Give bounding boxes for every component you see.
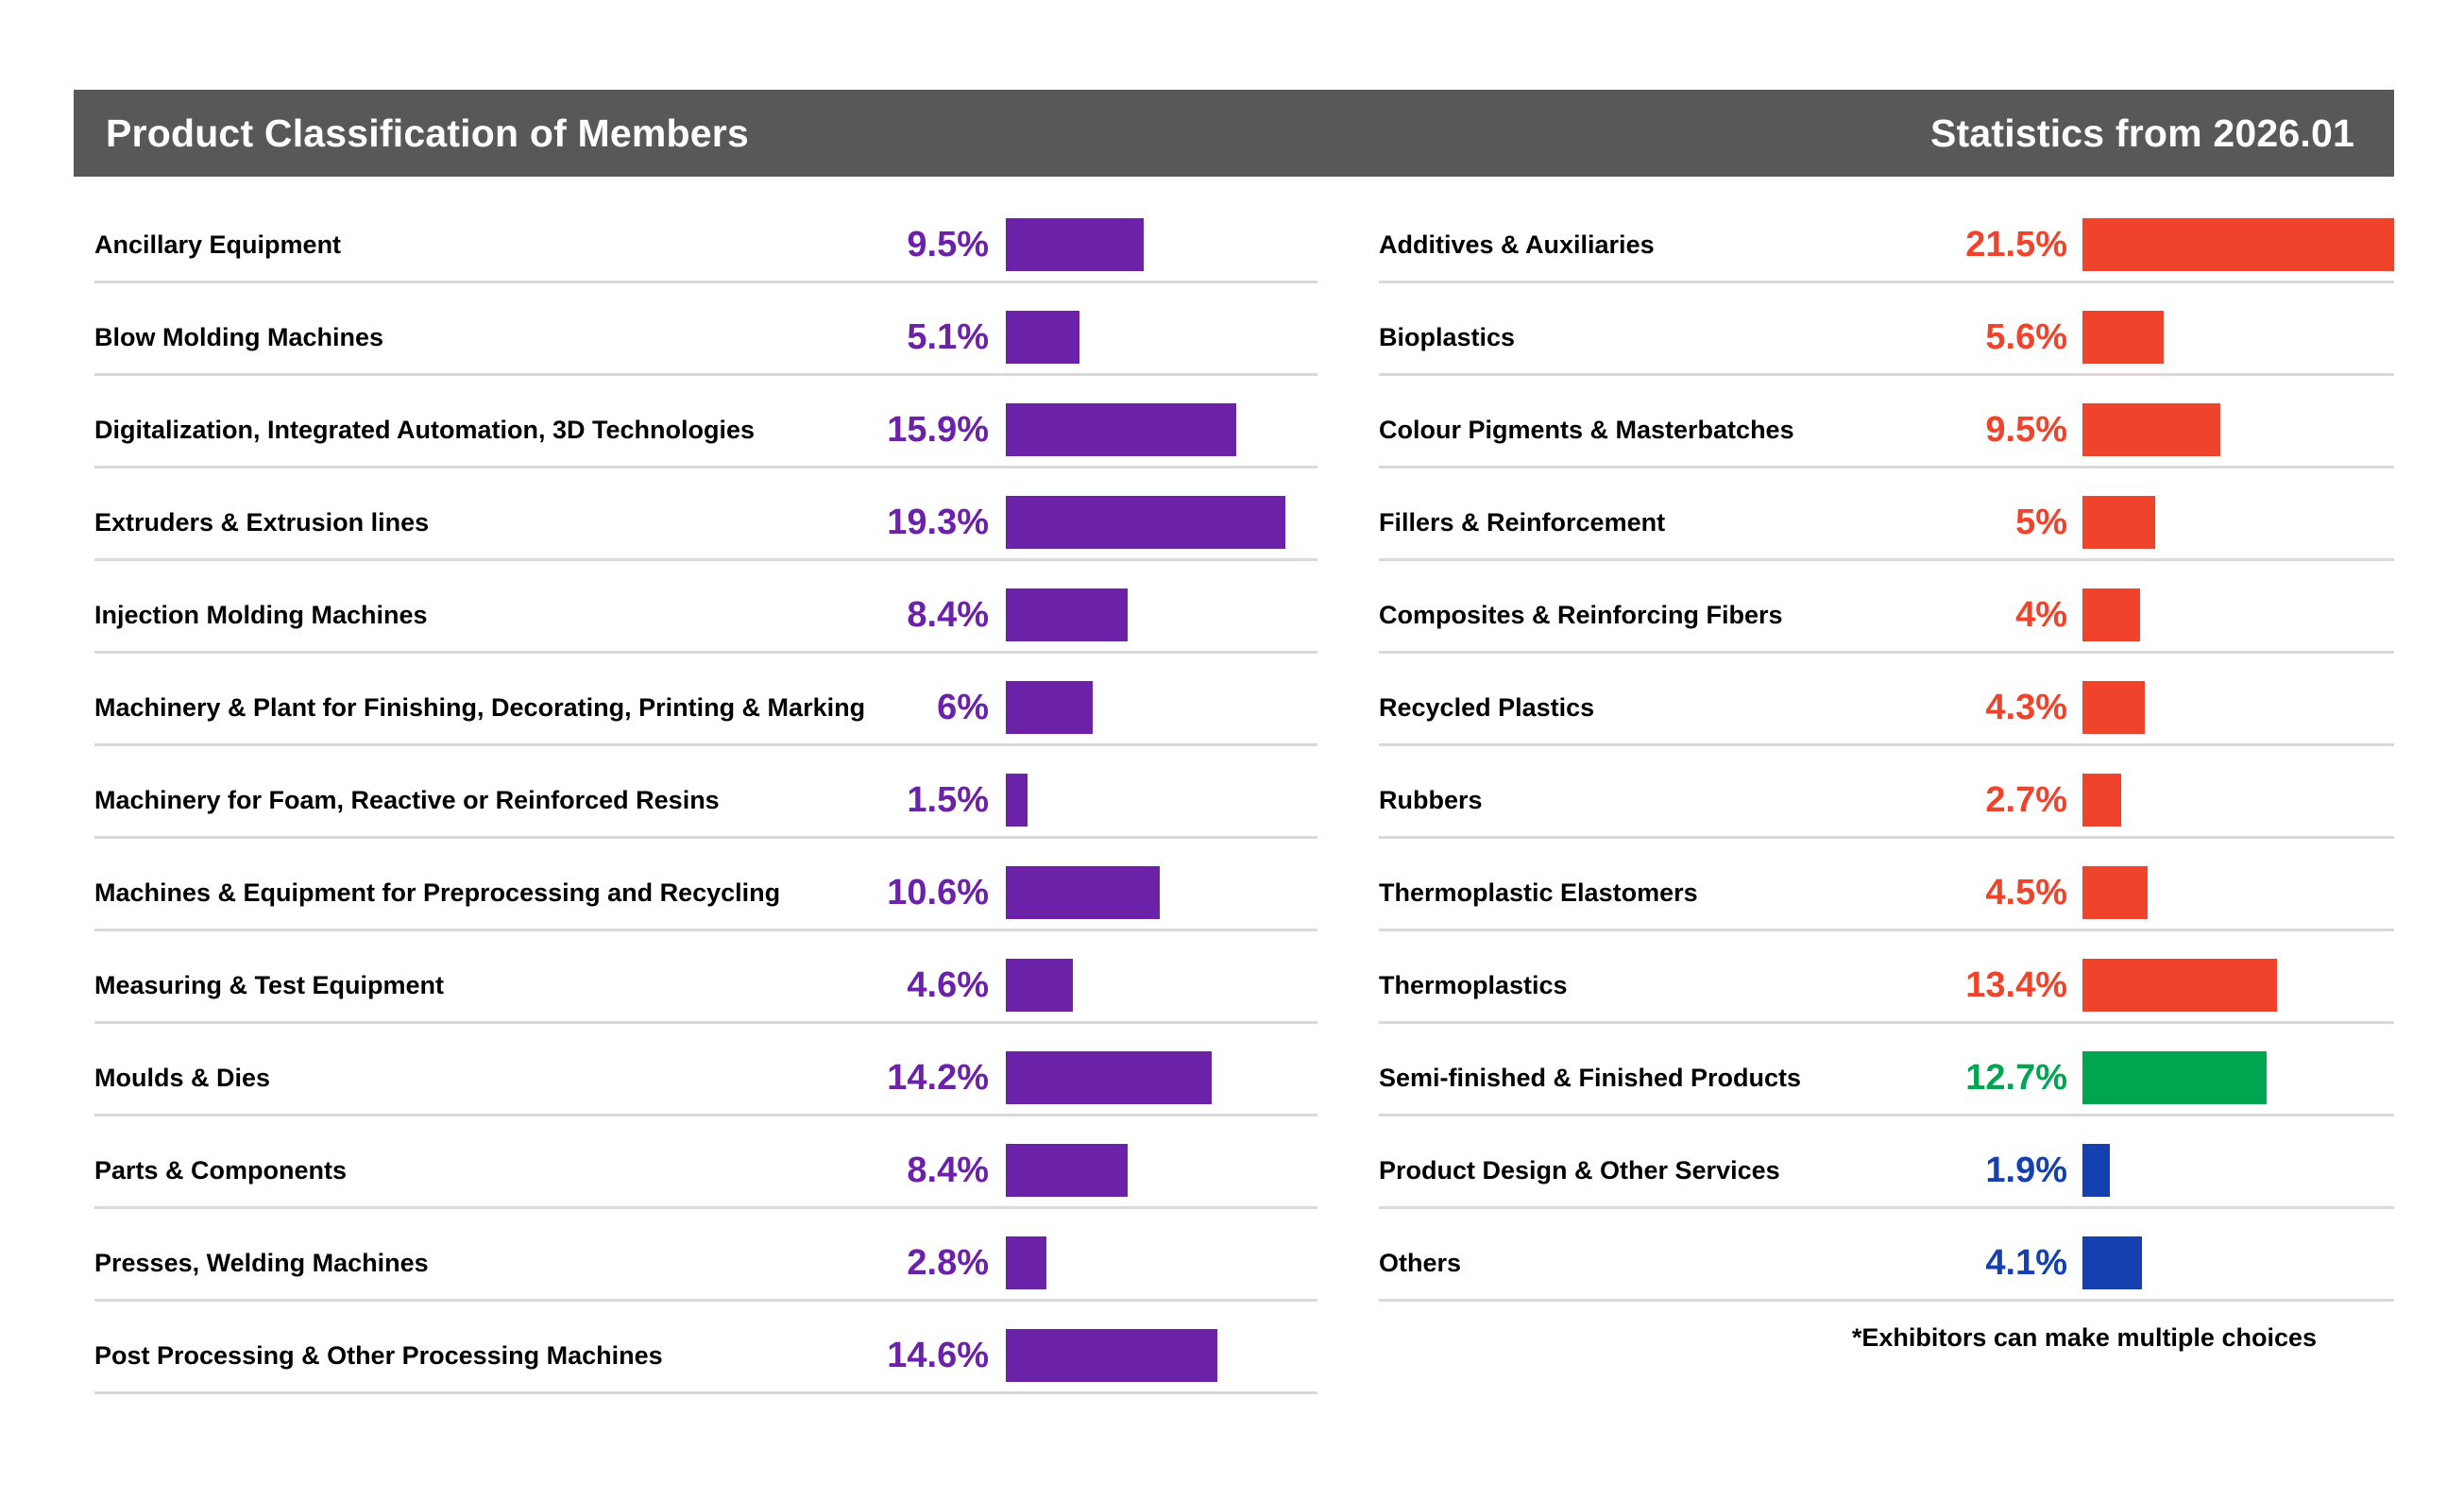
bar — [2082, 866, 2148, 919]
chart-row — [1379, 469, 2394, 561]
value-label: 1.5% — [907, 779, 989, 820]
value-label: 4.5% — [1985, 872, 2067, 912]
value-label: 2.8% — [907, 1242, 989, 1283]
category-label: Injection Molding Machines — [94, 600, 428, 629]
chart-row — [1379, 561, 2394, 654]
bar-track — [1006, 218, 1317, 271]
chart-row-content — [94, 1042, 1317, 1114]
category-label: Rubbers — [1379, 785, 1483, 814]
category-label: Thermoplastics — [1379, 970, 1568, 999]
category-label: Blow Molding Machines — [94, 322, 384, 351]
category-label: Ancillary Equipment — [94, 230, 342, 259]
bar-track — [1006, 311, 1317, 364]
chart-row — [1379, 283, 2394, 376]
chart-row — [94, 746, 1317, 839]
value-label: 9.5% — [907, 224, 989, 264]
chart-row-content — [94, 486, 1317, 558]
chart-row — [1379, 654, 2394, 746]
chart-row — [94, 1116, 1317, 1209]
chart-row — [1379, 191, 2394, 283]
bar — [2082, 959, 2277, 1012]
chart-row-content — [94, 949, 1317, 1021]
bar-track — [2082, 403, 2394, 456]
chart-row — [94, 654, 1317, 746]
category-label: Semi-finished & Finished Products — [1379, 1063, 1802, 1092]
bar-track — [2082, 681, 2394, 734]
chart-row-content — [1379, 579, 2394, 651]
category-label: Digitalization, Integrated Automation, 3D Technologies — [94, 415, 756, 444]
value-label: 4.3% — [1985, 687, 2067, 727]
bar-track — [2082, 1144, 2394, 1197]
value-label: 15.9% — [887, 409, 989, 450]
chart-row-content — [94, 1134, 1317, 1206]
chart-row-content — [94, 579, 1317, 651]
category-label: Composites & Reinforcing Fibers — [1379, 600, 1783, 629]
value-label: 4.6% — [907, 964, 989, 1005]
category-label: Measuring & Test Equipment — [94, 970, 445, 999]
chart-row — [94, 1024, 1317, 1116]
value-label: 21.5% — [1965, 224, 2067, 264]
chart-row — [1379, 1024, 2394, 1116]
bar — [2082, 774, 2121, 827]
machinery-column — [94, 191, 1317, 1394]
header-bar — [74, 90, 2394, 177]
bar-track — [1006, 866, 1317, 919]
bar — [1006, 218, 1144, 271]
value-label: 5.1% — [907, 316, 989, 357]
chart-row — [94, 376, 1317, 469]
category-label: Moulds & Dies — [94, 1063, 271, 1092]
bar — [1006, 403, 1236, 456]
chart-row — [94, 1209, 1317, 1302]
chart-row — [1379, 1209, 2394, 1302]
bar-track — [1006, 496, 1317, 549]
bar-track — [2082, 1051, 2394, 1104]
category-label: Product Design & Other Services — [1379, 1155, 1780, 1185]
chart-row — [1379, 931, 2394, 1024]
bar-track — [2082, 866, 2394, 919]
chart-row-content — [94, 672, 1317, 743]
materials-column — [1379, 191, 2394, 1302]
bar-track — [1006, 403, 1317, 456]
page-title: Product Classification of Members — [106, 111, 749, 155]
bar — [2082, 218, 2394, 271]
chart-row-content — [94, 857, 1317, 929]
bar-track — [1006, 681, 1317, 734]
bar — [1006, 866, 1160, 919]
category-label: Machinery & Plant for Finishing, Decorating, Printing & Marking — [94, 692, 866, 722]
chart-row — [94, 839, 1317, 931]
category-label: Thermoplastic Elastomers — [1379, 878, 1698, 907]
bar — [2082, 1144, 2110, 1197]
category-label: Post Processing & Other Processing Machines — [94, 1340, 663, 1370]
chart-row-content — [1379, 394, 2394, 466]
chart-row-content — [1379, 672, 2394, 743]
bar-track — [2082, 218, 2394, 271]
bar — [2082, 496, 2155, 549]
bar — [2082, 1236, 2142, 1289]
chart-row — [94, 469, 1317, 561]
bar — [1006, 774, 1028, 827]
bar-track — [1006, 959, 1317, 1012]
bar — [2082, 588, 2140, 641]
bar — [1006, 588, 1128, 641]
chart-row — [94, 283, 1317, 376]
category-label: Presses, Welding Machines — [94, 1248, 429, 1277]
value-label: 10.6% — [887, 872, 989, 912]
chart-row — [1379, 1116, 2394, 1209]
value-label: 5.6% — [1985, 316, 2067, 357]
bar — [2082, 311, 2164, 364]
chart-row-content — [1379, 209, 2394, 281]
value-label: 5% — [2015, 502, 2067, 542]
bar — [2082, 403, 2220, 456]
bar — [1006, 311, 1079, 364]
chart-row — [94, 191, 1317, 283]
chart-row-content — [94, 209, 1317, 281]
bar-track — [2082, 496, 2394, 549]
bar — [1006, 1051, 1212, 1104]
value-label: 14.2% — [887, 1057, 989, 1098]
value-label: 13.4% — [1965, 964, 2067, 1005]
chart-row — [1379, 746, 2394, 839]
category-label: Recycled Plastics — [1379, 692, 1595, 722]
value-label: 14.6% — [887, 1335, 989, 1375]
chart-row-content — [94, 1227, 1317, 1299]
chart-row-content — [94, 1320, 1317, 1391]
value-label: 8.4% — [907, 1150, 989, 1190]
value-label: 4% — [2015, 594, 2067, 635]
value-label: 12.7% — [1965, 1057, 2067, 1098]
value-label: 9.5% — [1985, 409, 2067, 450]
chart-row-content — [1379, 486, 2394, 558]
chart-row-content — [1379, 301, 2394, 373]
category-label: Additives & Auxiliaries — [1379, 230, 1655, 259]
chart-row-content — [94, 301, 1317, 373]
bar-track — [2082, 774, 2394, 827]
bar-track — [2082, 588, 2394, 641]
bar-track — [1006, 588, 1317, 641]
chart-row — [94, 1302, 1317, 1394]
category-label: Parts & Components — [94, 1155, 348, 1185]
chart-row-content — [94, 764, 1317, 836]
chart-row-content — [1379, 1227, 2394, 1299]
bar-track — [1006, 1144, 1317, 1197]
value-label: 8.4% — [907, 594, 989, 635]
chart-row-content — [1379, 857, 2394, 929]
value-label: 1.9% — [1985, 1150, 2067, 1190]
category-label: Machines & Equipment for Preprocessing and Recycling — [94, 878, 781, 907]
bar-track — [1006, 1236, 1317, 1289]
bar-track — [1006, 774, 1317, 827]
bar-track — [1006, 1329, 1317, 1382]
bar — [1006, 959, 1073, 1012]
chart-row-content — [1379, 949, 2394, 1021]
chart-row-content — [1379, 1042, 2394, 1114]
bar — [1006, 1144, 1128, 1197]
value-label: 4.1% — [1985, 1242, 2067, 1283]
bar — [2082, 1051, 2267, 1104]
chart-row — [1379, 376, 2394, 469]
chart-row — [1379, 839, 2394, 931]
footnote: *Exhibitors can make multiple choices — [1851, 1323, 2317, 1352]
value-label: 2.7% — [1985, 779, 2067, 820]
category-label: Fillers & Reinforcement — [1379, 507, 1666, 537]
bar — [1006, 1236, 1046, 1289]
category-label: Others — [1379, 1248, 1462, 1277]
category-label: Extruders & Extrusion lines — [94, 507, 430, 537]
value-label: 19.3% — [887, 502, 989, 542]
bar — [1006, 1329, 1217, 1382]
category-label: Machinery for Foam, Reactive or Reinforced Resins — [94, 785, 720, 814]
chart-row-content — [94, 394, 1317, 466]
chart-row-content — [1379, 764, 2394, 836]
chart-row — [94, 931, 1317, 1024]
chart-row — [94, 561, 1317, 654]
bar-track — [2082, 311, 2394, 364]
bar — [2082, 681, 2145, 734]
category-label: Colour Pigments & Masterbatches — [1379, 415, 1794, 444]
statistics-period: Statistics from 2026.01 — [1930, 111, 2354, 155]
bar-track — [2082, 959, 2394, 1012]
chart-row-content — [1379, 1134, 2394, 1206]
bar — [1006, 496, 1285, 549]
value-label: 6% — [937, 687, 989, 727]
bar — [1006, 681, 1093, 734]
bar-track — [1006, 1051, 1317, 1104]
bar-track — [2082, 1236, 2394, 1289]
category-label: Bioplastics — [1379, 322, 1516, 351]
